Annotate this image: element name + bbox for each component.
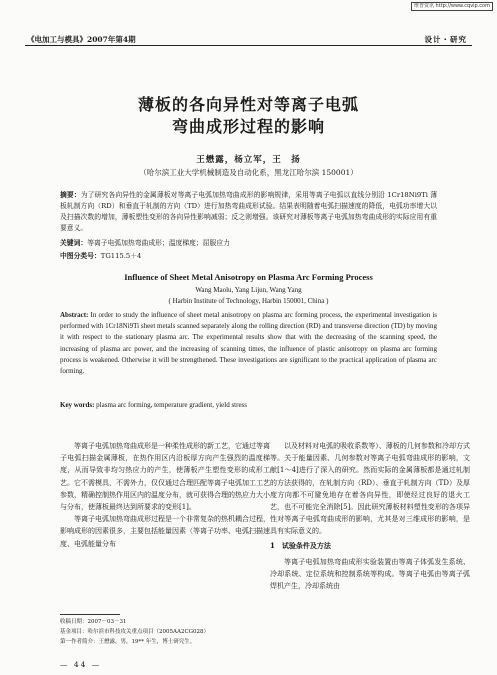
abstract-en-label: Abstract:	[60, 311, 89, 319]
body-paragraph: 以及材料对电弧的吸收系数等）、薄板的几何参数和冷却方式等。关于能量因素、几何参数对等离子电弧弯曲成形的影响，文献[1～4]进行了深入的研究。然而实际的金属薄板都是通过轧制的方法获得的，在轧制方向（RD）、垂直于轧制方向（TD）及厚度方向都不可避免地存在着各向异性，即使经过良好的退火工艺，也不可能完全消除[5]。因此研究薄板材料塑性变形的各项异性对等离子电弧弯曲成形的影响，尤其是对三维成形的影响，是具有实际意义的。	[270, 442, 470, 536]
footnote-received: 收稿日期：2007－03－31	[60, 619, 127, 625]
affiliation-cn: （哈尔滨工业大学机械制造及自动化系，黑龙江哈尔滨 150001）	[139, 168, 358, 177]
body-column-left	[60, 440, 270, 550]
body-paragraph: 等离子电弧加热弯曲成形是一种柔性成形的新工艺，它通过等离子电弧扫描金属薄板，在热作用区内沿板厚方向产生强烈的温度梯度，从而导致非均匀热应力的产生，使薄板产生塑性变形的成形工艺。它不需模具，不需外力，仅仅通过合理匹配等离子电弧加工工艺参数，精确控制热作用区内的温度分布，就可获得合理的热应力大小与分布，使薄板最终达到所要求的变形[1]。	[60, 442, 270, 512]
journal-header: 《电加工与模具》2007年第4期	[27, 35, 136, 44]
affiliation-en: ( Harbin Institute of Technology, Harbin 150001, China )	[168, 297, 329, 305]
keywords-cn	[60, 237, 230, 247]
keywords-en-label: Key words:	[60, 401, 95, 409]
section-header: 设计・研究	[424, 35, 467, 44]
title-line-2: 弯曲成形过程的影响	[171, 117, 325, 136]
section-heading: 1 试验条件及方法	[270, 540, 331, 550]
classification-code: TG115.5＋4	[100, 252, 142, 260]
keywords-cn-text: 等离子电弧加热弯曲成形；温度梯度；屈服应力	[87, 239, 230, 247]
abstract-cn-text: 为了研究各向异性的金属薄板对等离子电弧加热弯曲成形的影响规律，采用等离子电弧以直线分别沿 1Cr18Ni9Ti 薄板轧制方向（RD）和垂直于轧制的方向（TD）进行加热弯曲成形试验。结果表明随着电弧扫描速度的降低，电弧功率增大以及扫描次数的增加，薄板塑性变形的各向异性影响减弱；反之则增强。该研究对薄板等离子电弧加热弯曲成形的实际应用有重要意义。	[60, 191, 437, 232]
footnote-author: 第一作者简介：王懋露，男，19** 年生，博士研究生。	[60, 639, 196, 645]
title-en: Influence of Sheet Metal Anisotropy on Plasma Arc Forming Process	[124, 272, 373, 282]
watermark-stamp: 维普资讯 http://www.cqvip.com	[411, 2, 493, 11]
abstract-cn-label: 摘要：	[60, 191, 81, 199]
abstract-en	[60, 310, 437, 377]
classification-label: 中图分类号：	[60, 252, 101, 260]
authors-cn: 王懋露，杨立军，王 扬	[196, 155, 301, 165]
page-number: — 44 —	[60, 660, 102, 669]
keywords-cn-label: 关键词：	[60, 239, 88, 247]
authors-en: Wang Maolu, Yang Lijun, Wang Yang	[195, 286, 302, 294]
body-paragraph: 等离子电弧加热弯曲成形过程是一个非常复杂的热机耦合过程，影响成形的因素很多，主要包括能量因素（等离子功率、电弧扫描速度、电弧能量分布	[60, 515, 270, 548]
title-line-1: 薄板的各向异性对等离子电弧	[137, 95, 359, 114]
keywords-en-text: plasma arc forming, temperature gradient, yield stress	[96, 401, 248, 409]
body-paragraph: 等离子电弧加热弯曲成形实验装置由等离子体弧发生系统、冷却系统、定位系统和控制系统等构成。等离子电弧由等离子弧焊机产生，冷却系统由	[270, 557, 470, 591]
abstract-cn	[60, 190, 437, 234]
body-column-right	[270, 440, 470, 592]
footnote-rule	[60, 614, 120, 615]
footnote-fund: 基金项目：哈尔滨市科技攻关重点项目（2005AA2CG028）	[60, 629, 210, 635]
abstract-en-text: In order to study the influence of sheet metal anisotropy on plasma arc forming process, the experimental investigation is performed with 1Cr18Ni9Ti sheet metals scanned separately along the rolling direction (RD) and transverse direction (TD) by moving it with respect to the stationary plasma arc. The experimental results show that with the decreasing of the scanning speed, the increasing of plasma arc power, and the increasing of scanning times, the influence of plastic anisotropy on plasma arc forming process is weakened. Otherwise it will be strengthened. These investigations are significant to the practical application of plasma arc forming.	[60, 311, 437, 376]
header-rule	[25, 45, 472, 46]
classification-cn	[60, 250, 141, 260]
keywords-en	[60, 400, 437, 411]
